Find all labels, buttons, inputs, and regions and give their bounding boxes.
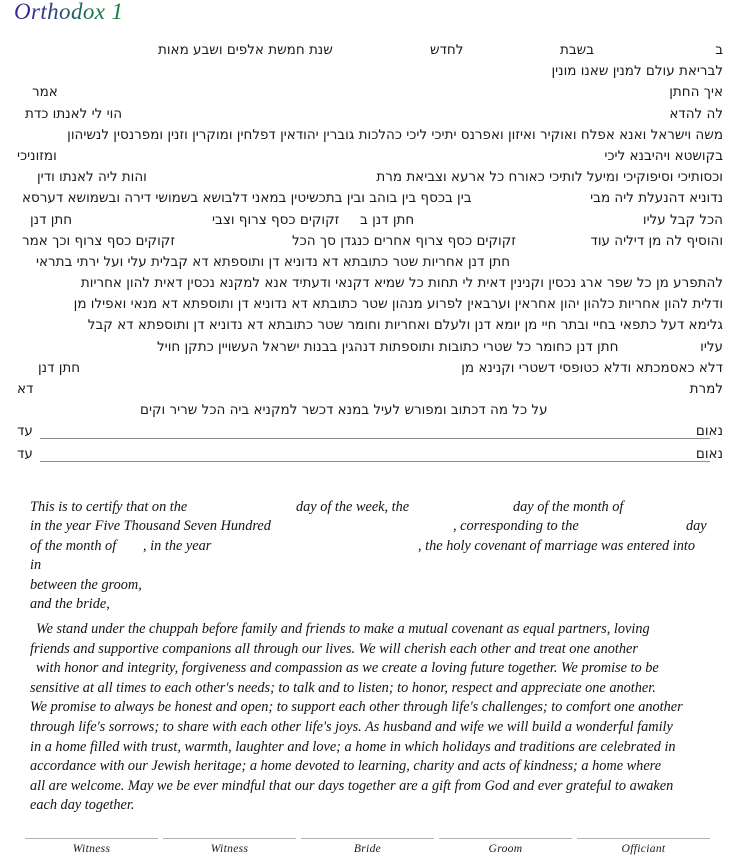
- hebrew-witness-right-label: נאום: [695, 423, 723, 440]
- hebrew-line-segment: בשבת: [560, 42, 595, 58]
- hebrew-line-main: להתפרע מן כל שפר ארג נכסין וקנינין דאית לי תחות כל שמיא דקנאי ודעתיד אנא למקנא נכסין דאית להון אחריות: [80, 275, 723, 292]
- signature-line: [301, 838, 434, 839]
- signature-line: [163, 838, 296, 839]
- hebrew-line-main: לבריאת עולם למנין שאנו מונין: [551, 63, 723, 80]
- hebrew-line-main: בקושטא ויהיבנא ליכי: [604, 147, 723, 164]
- hebrew-line: [0, 337, 740, 358]
- hebrew-line: [0, 167, 740, 188]
- hebrew-line-main: למרת: [689, 381, 723, 397]
- hebrew-line: [0, 358, 740, 379]
- english-certify-line: [0, 517, 740, 536]
- hebrew-line-main: גלימא דעל כתפאי בחיי ובתר חיי מן יומא דנן ולעלם ואחריות וחומר שטר כתובתא דא נדוניא דן ותוספתא דא קבל: [87, 317, 723, 334]
- hebrew-line-segment: לחדש: [430, 42, 464, 58]
- english-certify-segment: , the holy covenant of marriage was entered into: [418, 537, 696, 554]
- hebrew-line-segment: חתן דנן: [30, 211, 73, 228]
- hebrew-line-main: עליו: [700, 338, 723, 355]
- hebrew-line-main: וכסותיכי וסיפוקיכי ומיעל לותיכי כאורח כל ארעא וצביאת מרת: [376, 169, 723, 186]
- signature-line: [439, 838, 572, 839]
- english-vow-line: friends and supportive companions all through our lives. We will cherish each other and treat one another: [30, 640, 638, 657]
- english-certify-segment: day of the week, the: [296, 499, 410, 515]
- signature-line: [577, 838, 710, 839]
- signature-field-groom[interactable]: [439, 838, 572, 855]
- witness-signature-rule: [40, 438, 710, 439]
- english-certify-segment: in: [30, 557, 42, 574]
- signature-label: Groom: [488, 842, 523, 855]
- signature-label: Officiant: [621, 842, 666, 855]
- hebrew-line-segment: חתן דנן אחריות שטר כתובתא דא נדוניא דן ותוספתא דא קבלית עלי ועל ירתי בתראי: [36, 253, 511, 270]
- english-vow-line: sensitive at all times to each other's needs; to talk and to listen; to honor, respect and appreciate one another.: [30, 679, 656, 696]
- signature-row: [0, 838, 740, 861]
- english-certify-segment: of the month of: [30, 537, 117, 554]
- hebrew-line: [0, 125, 740, 146]
- hebrew-line-main: ודלית להון אחריות כלהון יהון אחראין וערבאין לפרוע מנהון שטר כתובתא דא נדוניא דן ותוספתא דא מנאי ואפילו מן: [73, 296, 723, 313]
- hebrew-line-segment: ומזוניכי: [17, 147, 57, 164]
- hebrew-line: [0, 294, 740, 315]
- hebrew-line-main: ב: [715, 42, 723, 58]
- hebrew-line-main: לה להדא: [669, 105, 723, 122]
- english-certify-segment: and the bride,: [30, 595, 110, 612]
- hebrew-line: [0, 252, 740, 273]
- signature-field-officiant[interactable]: [577, 838, 710, 855]
- english-vow-line: in a home filled with trust, warmth, laughter and love; a home in which holidays and traditions are celebrated in: [30, 738, 676, 755]
- hebrew-line-segment: אמר: [32, 84, 58, 101]
- hebrew-line-segment: בין בכסף בין בוהב ובין בתכשיטין במאני דלבושא בשמושי דירה ובשמושא דערסא: [22, 190, 472, 207]
- hebrew-witness-row[interactable]: [0, 444, 740, 467]
- english-certify-block: [0, 498, 740, 614]
- signature-field-witness[interactable]: [163, 838, 296, 855]
- english-vow-line: each day together.: [30, 797, 135, 814]
- hebrew-line-segment: על כל מה דכתוב ומפורש לעיל במנא דכשר למקניא ביה הכל שריר וקים: [140, 402, 548, 419]
- hebrew-witness-row[interactable]: [0, 421, 740, 444]
- hebrew-line: [0, 231, 740, 252]
- english-certify-line: [0, 498, 740, 517]
- hebrew-line: [0, 273, 740, 294]
- hebrew-line: [0, 104, 740, 125]
- hebrew-line: [0, 400, 740, 421]
- hebrew-line-segment: והות ליה לאנתו ודין: [37, 169, 147, 186]
- page-title: Orthodox 1: [14, 0, 124, 24]
- hebrew-line-segment: שנת חמשת אלפים ושבע מאות: [158, 42, 333, 58]
- hebrew-line: [0, 315, 740, 336]
- english-certify-segment: in the year Five Thousand Seven Hundred: [30, 518, 271, 535]
- hebrew-line-main: הכל קבל עליו: [642, 211, 723, 228]
- english-certify-line: [0, 595, 740, 614]
- hebrew-line-main: משה וישראל ואנא אפלח ואוקיר ואיזון ואפרנס יתיכי ליכי כהלכות גוברין יהודאין דפלחין ומוקרין וזנין ומפרנסין לנשיהון: [67, 126, 723, 143]
- signature-line: [25, 838, 158, 839]
- signature-label: Witness: [72, 842, 111, 855]
- english-certify-segment: , in the year: [143, 537, 212, 554]
- hebrew-witness-left-label: עד: [17, 446, 33, 463]
- hebrew-line: [0, 146, 740, 167]
- hebrew-line-main: נדוניא דהנעלת ליה מבי: [590, 190, 723, 207]
- hebrew-line-main: איך החתן: [669, 84, 723, 101]
- hebrew-witness-left-label: עד: [17, 423, 33, 440]
- hebrew-line-segment: זקוקים כסף צרוף וכך אמר: [22, 232, 176, 249]
- hebrew-line: [0, 379, 740, 400]
- hebrew-line: [0, 188, 740, 209]
- english-certify-segment: , corresponding to the: [453, 518, 579, 535]
- hebrew-line: [0, 82, 740, 103]
- english-vow-line: with honor and integrity, forgiveness and compassion as we create a loving future together. We promise to be: [36, 660, 659, 677]
- hebrew-line-segment: חתן דנן: [38, 359, 81, 376]
- hebrew-line-main: דלא כאסמכתא ודלא כטופסי דשטרי וקנינא מן: [461, 359, 723, 376]
- signature-field-witness[interactable]: [25, 838, 158, 855]
- hebrew-line-main: והוסיף לה מן דיליה עוד: [590, 232, 723, 249]
- english-vows-block: [30, 620, 718, 816]
- hebrew-line: [0, 210, 740, 231]
- hebrew-witness-right-label: נאום: [695, 446, 723, 463]
- signature-label: Witness: [210, 842, 249, 855]
- signature-field-bride[interactable]: [301, 838, 434, 855]
- english-certify-line: [0, 556, 740, 575]
- english-vow-line: We stand under the chuppah before family and friends to make a mutual covenant as equal partners, loving: [36, 621, 650, 637]
- english-certify-segment: This is to certify that on the: [30, 499, 188, 515]
- hebrew-text-block: [0, 40, 740, 467]
- english-vow-line: all are welcome. May we be ever mindful that our days together are a gift from God and ever grateful to awaken: [30, 777, 674, 794]
- english-certify-line: [0, 537, 740, 556]
- hebrew-line-segment: חתן דנן כחומר כל שטרי כתובות ותוספתות דנהגין בבנות ישראל העשויין כתקן חויל: [157, 338, 619, 355]
- english-vow-line: We promise to always be honest and open; to support each other through life's challenges; to comfort one another: [30, 699, 683, 716]
- hebrew-line-segment: דא: [17, 381, 34, 397]
- english-vow-line: accordance with our Jewish heritage; a home devoted to learning, charity and acts of kindness; a home where: [30, 758, 662, 775]
- signature-label: Bride: [353, 842, 382, 855]
- english-certify-segment: day of the month of: [513, 499, 624, 515]
- english-certify-segment: between the groom,: [30, 576, 142, 593]
- hebrew-line-segment: חתן דנן ב: [360, 211, 415, 228]
- hebrew-line: [0, 40, 740, 61]
- hebrew-line: [0, 61, 740, 82]
- hebrew-line-segment: זקוקים כסף צרוף וצבי: [212, 211, 340, 228]
- english-vow-line: through life's sorrows; to share with each other life's joys. As husband and wife we will build a wonderful family: [30, 718, 673, 735]
- hebrew-line-segment: הוי לי לאנתו כדת: [25, 105, 123, 122]
- hebrew-line-segment: זקוקים כסף צרוף אחרים כנגדן סך הכל: [292, 232, 516, 249]
- english-certify-line: [0, 576, 740, 595]
- english-certify-segment: day: [686, 518, 707, 535]
- witness-signature-rule: [40, 461, 710, 462]
